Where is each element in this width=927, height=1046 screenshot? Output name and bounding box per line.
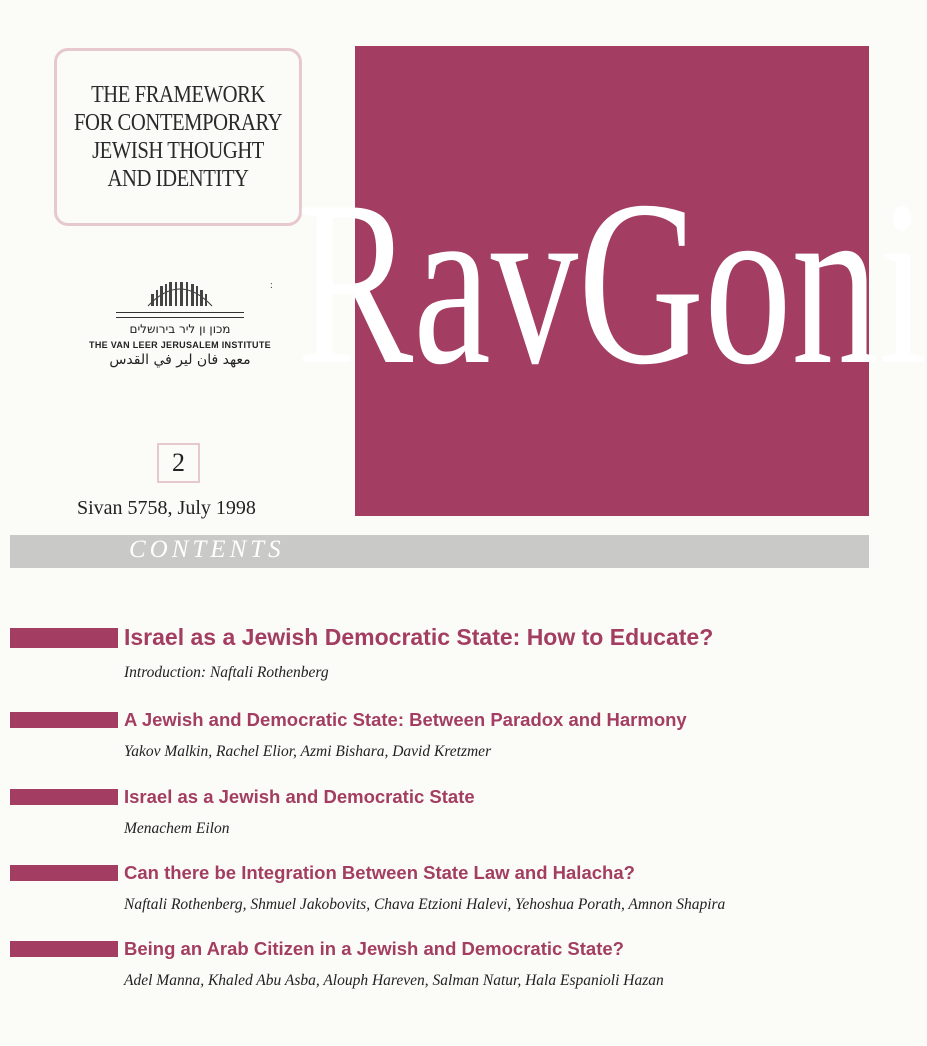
article-title: Being an Arab Citizen in a Jewish and Democratic State? (124, 938, 624, 959)
tagline-box (54, 48, 302, 226)
logo-divider (116, 312, 244, 313)
article-title: A Jewish and Democratic State: Between Paradox and Harmony (124, 709, 687, 730)
print-speck: : (270, 280, 273, 291)
contents-bar (10, 535, 869, 568)
title-block (296, 46, 927, 516)
tagline-line: AND IDENTITY (107, 166, 249, 192)
contents-label: CONTENTS (129, 536, 285, 563)
article-title: Israel as a Jewish and Democratic State (124, 786, 475, 807)
issue-date: Sivan 5758, July 1998 (77, 497, 256, 519)
tagline-line: JEWISH THOUGHT (92, 138, 264, 164)
tagline-line: THE FRAMEWORK (91, 82, 265, 108)
article-title: Israel as a Jewish Democratic State: How to Educate? (124, 624, 714, 650)
entry-bar (10, 941, 118, 957)
article-authors: Naftali Rothenberg, Shmuel Jakobovits, Chava Etzioni Halevi, Yehoshua Porath, Amnon Shapira (124, 896, 726, 913)
institute-hebrew-name: מכון ון ליר בירושלים (129, 322, 231, 336)
tagline-line: FOR CONTEMPORARY (73, 110, 283, 136)
article-authors: Adel Manna, Khaled Abu Asba, Alouph Hareven, Salman Natur, Hala Espanioli Hazan (124, 972, 664, 989)
journal-title: RavGoni (296, 153, 927, 414)
entry-bar (10, 865, 118, 881)
building-icon (145, 276, 215, 308)
institute-english-name: THE VAN LEER JERUSALEM INSTITUTE (89, 340, 271, 350)
tagline (74, 81, 282, 193)
article-title: Can there be Integration Between State Law and Halacha? (124, 862, 635, 883)
institute-logo (70, 276, 290, 368)
issue-number: 2 (157, 443, 200, 483)
entry-bar (10, 712, 118, 728)
article-authors: Introduction: Naftali Rothenberg (124, 664, 329, 681)
article-authors: Yakov Malkin, Rachel Elior, Azmi Bishara, David Kretzmer (124, 743, 492, 760)
article-authors: Menachem Eilon (124, 820, 230, 837)
entry-bar (10, 789, 118, 805)
institute-arabic-name: معهد فان لير في القدس (109, 352, 251, 368)
logo-divider (116, 317, 244, 318)
entry-bar (10, 628, 118, 648)
